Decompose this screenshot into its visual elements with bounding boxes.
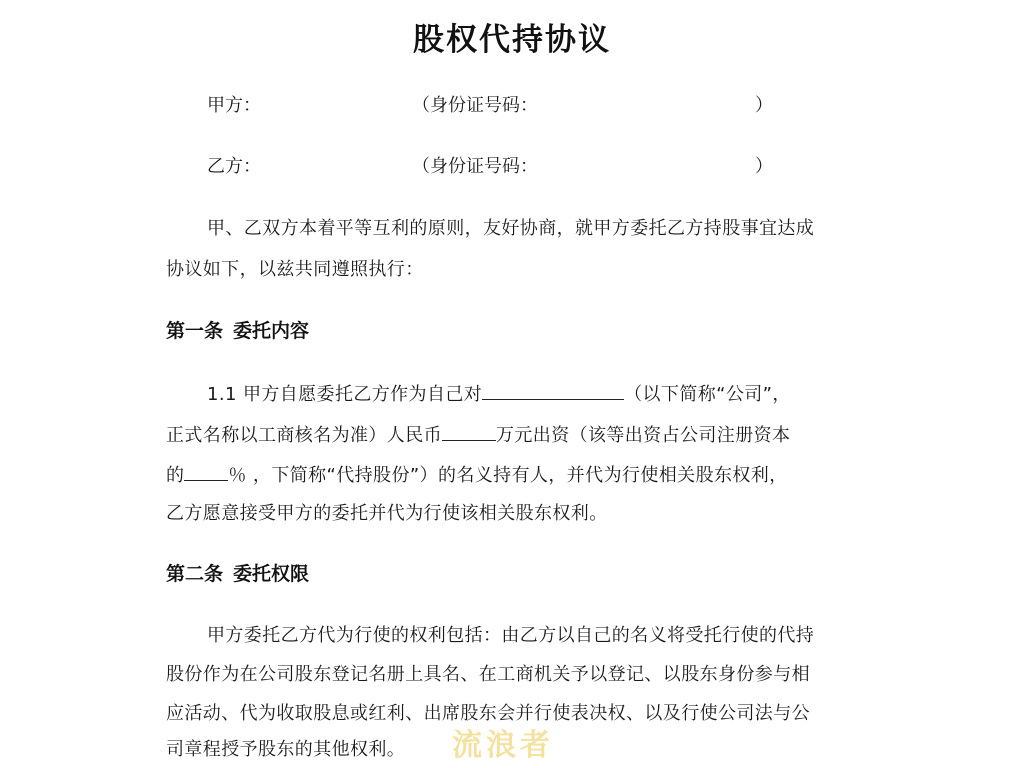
article-1-line-3-text-b: ％ ，下简称“代持股份”）的名义持有人，并代为行使相关股东权利， bbox=[228, 465, 788, 486]
article-1-line-2-text-a: 正式名称以工商核名为准）人民币 bbox=[166, 425, 442, 446]
article-1-line-1-text-a: 1.1 甲方自愿委托乙方作为自己对 bbox=[207, 384, 483, 405]
party-a-label: 甲方： bbox=[207, 95, 261, 116]
capital-amount-blank bbox=[442, 422, 496, 441]
article-1-title: 委托内容 bbox=[233, 320, 310, 342]
party-b-id-label: （身份证号码： bbox=[412, 156, 538, 177]
article-1-heading bbox=[166, 319, 309, 343]
article-2-title: 委托权限 bbox=[233, 563, 310, 585]
preamble-line-2: 协议如下，以兹共同遵照执行： bbox=[166, 259, 424, 280]
article-1-line-4: 乙方愿意接受甲方的委托并代为行使该相关股东权利。 bbox=[166, 503, 608, 524]
article-1-line-3 bbox=[166, 462, 788, 488]
party-a-id-close: ） bbox=[755, 95, 773, 116]
article-2-line-4: 司章程授予股东的其他权利。 bbox=[166, 739, 406, 760]
article-1-line-1-text-b: （以下简称“公司”， bbox=[624, 384, 791, 405]
share-percent-blank bbox=[184, 462, 228, 481]
article-1-number: 第一条 bbox=[166, 320, 224, 342]
article-1-line-2-text-b: 万元出资（该等出资占公司注册资本 bbox=[496, 425, 791, 446]
article-2-number: 第二条 bbox=[166, 563, 224, 585]
watermark: 流浪者 bbox=[452, 728, 554, 763]
article-2-line-2: 股份作为在公司股东登记名册上具名、在工商机关予以登记、以股东身份参与相 bbox=[166, 664, 810, 685]
preamble-line-1: 甲、乙双方本着平等互利的原则，友好协商，就甲方委托乙方持股事宜达成 bbox=[207, 218, 815, 239]
company-name-blank bbox=[482, 381, 624, 400]
party-b-id-close: ） bbox=[755, 156, 773, 177]
article-2-line-1: 甲方委托乙方代为行使的权利包括：由乙方以自己的名义将受托行使的代持 bbox=[207, 625, 815, 646]
party-a-id-label: （身份证号码： bbox=[412, 95, 538, 116]
article-1-line-1 bbox=[207, 381, 791, 407]
article-2-heading bbox=[166, 562, 309, 586]
article-2-line-3: 应活动、代为收取股息或红利、出席股东会并行使表决权、以及行使公司法与公 bbox=[166, 703, 810, 724]
article-1-line-3-text-a: 的 bbox=[166, 465, 185, 486]
party-b-label: 乙方： bbox=[207, 156, 261, 177]
document-title: 股权代持协议 bbox=[413, 22, 611, 58]
article-1-line-2 bbox=[166, 422, 790, 448]
